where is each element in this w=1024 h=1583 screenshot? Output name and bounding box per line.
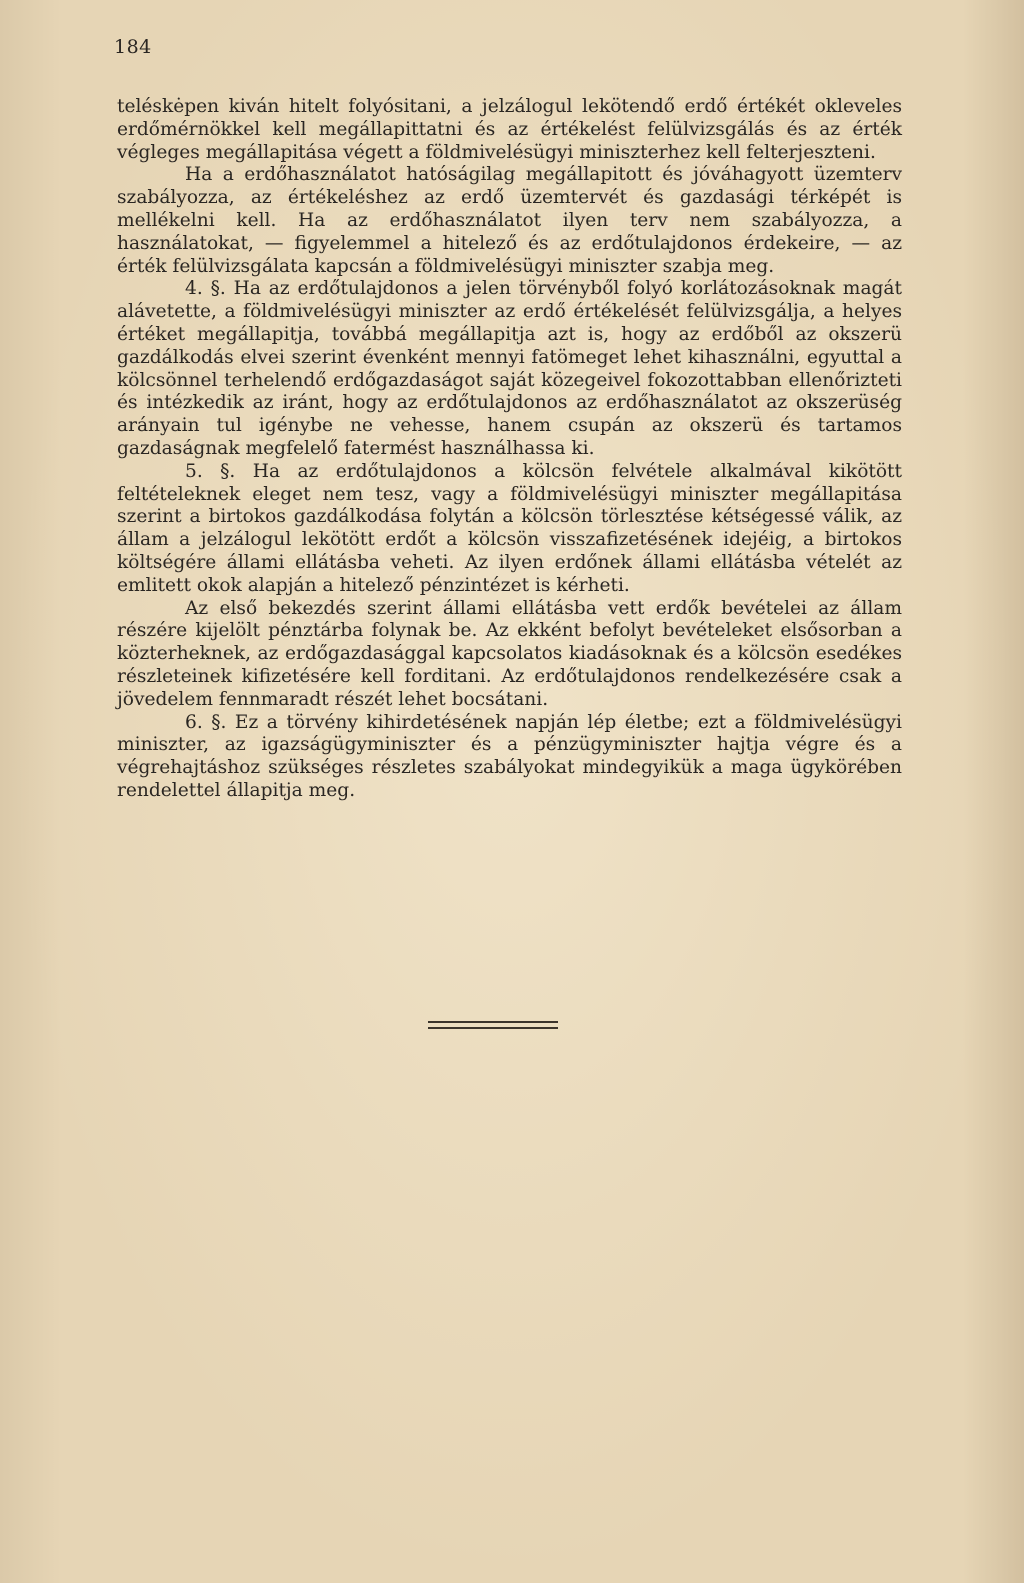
paragraph-section-5: 5. §. Ha az erdőtulajdonos a kölcsön felvétele alkalmával kikötött feltételeknek eleget nem tesz, vagy a földmivelésügyi miniszter megállapitása szerint a birtokos gazdálkodása folytán a kölcsön törlesztése kétségessé válik, az állam a jelzálogul lekötött erdőt a kölcsön visszafizetésének idejéig, a birtokos költségére állami ellátásba veheti. Az ilyen erdőnek állami ellátásba vételét az emlitett okok alapján a hitelező pénzintézet is kérheti. [117,460,902,596]
paragraph-forest-management-plan: Ha a erdőhasználatot hatóságilag megállapitott és jóváhagyott üzemterv szabályozza, az értékeléshez az erdő üzemtervét és gazdasági térképét is mellékelni kell. Ha az erdőhasználatot ilyen terv nem szabályozza, a használatokat, — figyelemmel a hitelező és az erdőtulajdonos érdekeire, — az érték felülvizsgálata kapcsán a földmivelésügyi miniszter szabja meg. [117,164,902,277]
paragraph-section-6: 6. §. Ez a törvény kihirdetésének napján lép életbe; ezt a földmivelésügyi miniszter, az igazságügyminiszter és a pénzügyminiszter hajtja végre és a végrehajtáshoz szükséges részletes szabályokat mindegyikük a maga ügykörében rendelettel állapitja meg. [117,711,902,801]
paragraph-section-4: 4. §. Ha az erdőtulajdonos a jelen törvényből folyó korlátozásoknak magát alávetette, a földmivelésügyi miniszter az erdő értékelését felülvizsgálja, a helyes értéket megállapitja, továbbá megállapitja azt is, hogy az erdőből az okszerü gazdálkodás elvei szerint évenként mennyi fatömeget lehet kihasználni, egyuttal a kölcsönnel terhelendő erdőgazdaságot saját közegeivel fokozottabban ellenőrizteti és intézkedik az iránt, hogy az erdőtulajdonos az erdőhasználatot az okszerüség arányain tul igénybe ne vehesse, hanem csupán az okszerü és tartamos gazdaságnak megfelelő fatermést használhassa ki. [117,278,902,459]
paragraph-state-revenue: Az első bekezdés szerint állami ellátásba vett erdők bevételei az állam részére kijelölt pénztárba folynak be. Az ekként befolyt bevételeket elsősorban a közterheknek, az erdőgazdasággal kapcsolatos kiadásoknak és a kölcsön esedékes részleteinek kifizetésére kell forditani. Az erdőtulajdonos rendelkezésére csak a jövedelem fennmaradt részét lehet bocsátani. [117,597,902,710]
body-text [117,96,902,803]
rule-line-top [428,1021,558,1023]
rule-line-bottom [428,1027,558,1029]
closing-double-rule [428,1021,558,1033]
paragraph-continuation: teléskėpen kiván hitelt folyósitani, a jelzálogul lekötendő erdő értékét okleveles erdőmérnökkel kell megállapittatni és az értékelést felülvizsgálás és az érték végleges megállapitása végett a földmivelésügyi miniszterhez kell felterjeszteni. [117,96,902,163]
page-number: 184 [114,36,152,58]
